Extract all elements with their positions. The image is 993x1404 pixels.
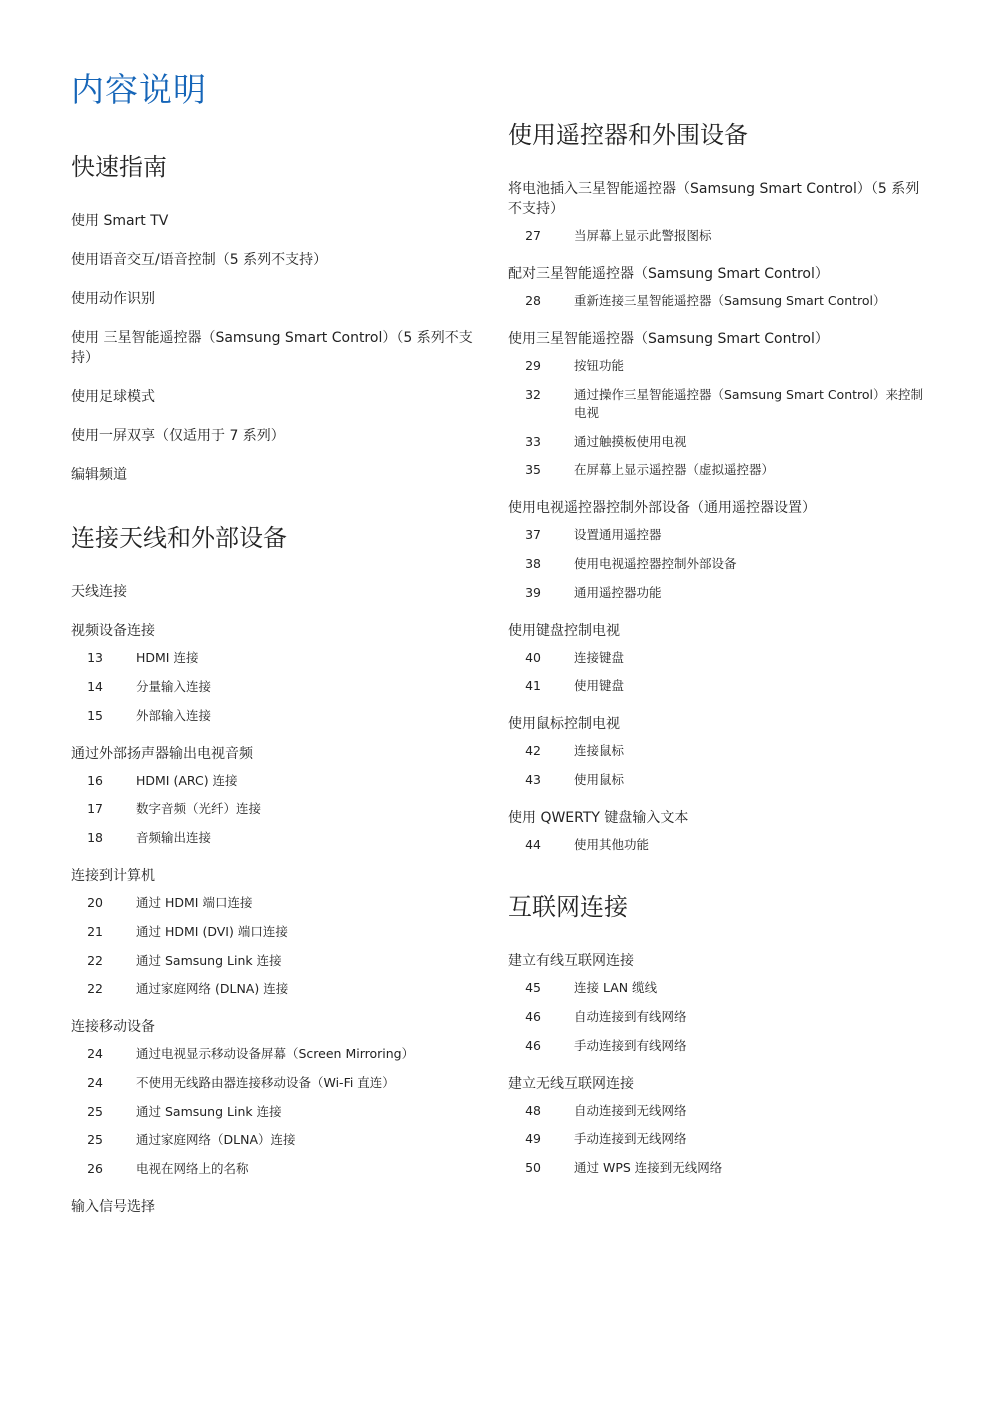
toc-sub-item[interactable] — [508, 649, 923, 667]
toc-entry-link[interactable]: 编辑频道 — [71, 467, 127, 484]
toc-sub-list — [508, 1102, 923, 1177]
page-number: 33 — [525, 433, 541, 449]
toc-sub-item[interactable] — [508, 677, 923, 695]
toc-sub-item[interactable] — [508, 292, 923, 310]
page-number: 16 — [87, 772, 103, 788]
page-number: 43 — [525, 772, 541, 787]
toc-sub-item[interactable] — [71, 923, 486, 941]
toc-entry-link[interactable]: 天线连接 — [71, 584, 127, 601]
sub-item-label: 当屏幕上显示此警报图标 — [574, 228, 712, 244]
toc-entry-link[interactable]: 视频设备连接 — [71, 623, 155, 640]
sub-item-label: 数字音频（光纤）连接 — [136, 801, 262, 817]
page-number: 42 — [525, 743, 541, 759]
sub-item-label: 使用电视遥控器控制外部设备 — [574, 555, 737, 571]
toc-sub-list — [508, 649, 923, 696]
sub-item-label: 使用其他功能 — [574, 837, 650, 852]
toc-sub-item[interactable] — [508, 742, 923, 760]
sub-item-label: 手动连接到有线网络 — [574, 1037, 687, 1053]
toc-sub-item[interactable] — [508, 227, 923, 245]
toc-section — [71, 152, 486, 485]
page-number: 44 — [525, 837, 541, 852]
sub-item-label: 按钮功能 — [574, 358, 625, 374]
sub-item-label: 通用遥控器功能 — [574, 584, 662, 600]
page-number: 29 — [525, 358, 541, 374]
toc-sub-item[interactable] — [71, 894, 486, 912]
toc-sub-item[interactable] — [508, 771, 923, 789]
toc-sub-list — [71, 649, 486, 724]
sub-item-label: 外部输入连接 — [136, 707, 212, 723]
toc-entry-link[interactable]: 使用动作识别 — [71, 291, 155, 308]
toc-entry-link[interactable]: 建立有线互联网连接 — [508, 953, 634, 970]
toc-entry-link[interactable]: 使用语音交互/语音控制（5 系列不支持） — [71, 252, 328, 269]
sub-item-label: 设置通用遥控器 — [574, 527, 662, 543]
sub-item-label: 在屏幕上显示遥控器（虚拟遥控器） — [574, 462, 775, 478]
sub-item-label: 通过家庭网络（DLNA）连接 — [136, 1132, 296, 1148]
page-number: 49 — [525, 1131, 541, 1147]
sub-item-label: 使用键盘 — [574, 678, 625, 694]
page-number: 50 — [525, 1159, 541, 1175]
page-number: 27 — [525, 228, 541, 244]
section-title: 快速指南 — [71, 153, 167, 181]
toc-sub-list — [508, 227, 923, 245]
sub-item-label: 重新连接三星智能遥控器（Samsung Smart Control） — [574, 293, 886, 309]
page-number: 14 — [87, 679, 103, 695]
toc-sub-item[interactable] — [71, 649, 486, 667]
toc-sub-item[interactable] — [71, 829, 486, 847]
page-number: 32 — [525, 386, 541, 402]
toc-sub-item[interactable] — [71, 1131, 486, 1149]
toc-entry-link[interactable]: 使用一屏双享（仅适用于 7 系列） — [71, 428, 285, 445]
toc-sub-item[interactable] — [508, 526, 923, 544]
sub-item-label: 通过电视显示移动设备屏幕（Screen Mirroring） — [136, 1046, 415, 1062]
toc-sub-item[interactable] — [508, 979, 923, 997]
toc-sub-item[interactable] — [71, 1103, 486, 1121]
sub-item-label: HDMI 连接 — [136, 650, 199, 666]
sub-item-label: 通过 HDMI 端口连接 — [136, 895, 253, 911]
toc-sub-list — [71, 894, 486, 998]
page-number: 46 — [525, 1037, 541, 1053]
toc-entry-link[interactable]: 使用 QWERTY 键盘输入文本 — [508, 810, 689, 826]
toc-sub-item[interactable] — [508, 555, 923, 573]
sub-item-label: 通过操作三星智能遥控器（Samsung Smart Control）来控制电视 — [574, 386, 924, 420]
page-number: 38 — [525, 555, 541, 571]
section-title: 连接天线和外部设备 — [71, 524, 287, 553]
sub-item-label: 自动连接到有线网络 — [574, 1008, 687, 1024]
toc-sub-list — [508, 742, 923, 789]
toc-entry-link[interactable]: 使用足球模式 — [71, 389, 155, 406]
toc-section — [508, 120, 923, 854]
sub-item-label: 分量输入连接 — [136, 679, 212, 695]
page-number: 21 — [87, 923, 103, 939]
toc-sub-item[interactable] — [71, 1160, 486, 1178]
page-number: 45 — [525, 980, 541, 996]
toc-sub-item[interactable] — [508, 1130, 923, 1148]
page-number: 15 — [87, 707, 103, 723]
page-number: 40 — [525, 649, 541, 665]
toc-sub-item[interactable] — [508, 357, 923, 375]
sub-item-label: 连接 LAN 缆线 — [574, 980, 658, 996]
toc-sub-list — [508, 836, 923, 854]
toc-sub-list — [508, 292, 923, 310]
toc-sub-item[interactable] — [71, 707, 486, 725]
sub-item-label: 连接键盘 — [574, 649, 625, 665]
page-number: 37 — [525, 527, 541, 543]
toc-section — [508, 892, 923, 1177]
toc-sub-item[interactable] — [71, 980, 486, 998]
page-number: 13 — [87, 650, 103, 666]
toc-section — [71, 523, 486, 1217]
toc-sub-item[interactable] — [71, 800, 486, 818]
page-number: 48 — [525, 1102, 541, 1118]
sub-item-label: 电视在网络上的名称 — [136, 1160, 249, 1176]
sub-item-label: 音频输出连接 — [136, 830, 212, 846]
toc-entry-link[interactable]: 使用三星智能遥控器（Samsung Smart Control） — [508, 331, 829, 348]
page-number: 35 — [525, 462, 541, 478]
sub-item-label: 手动连接到无线网络 — [574, 1131, 687, 1147]
toc-sub-list — [71, 1045, 486, 1178]
page-number: 39 — [525, 584, 541, 600]
sub-item-label: 通过 Samsung Link 连接 — [136, 952, 282, 968]
toc-sub-list — [508, 979, 923, 1054]
toc-entry-link[interactable]: 将电池插入三星智能遥控器（Samsung Smart Control）（5 系列不支持） — [508, 181, 920, 218]
toc-sub-item[interactable] — [508, 461, 923, 479]
sub-item-label: 通过 HDMI (DVI) 端口连接 — [136, 923, 288, 939]
toc-entry-link[interactable]: 建立无线互联网连接 — [508, 1075, 634, 1092]
page-number: 25 — [87, 1103, 103, 1119]
page-number: 25 — [87, 1132, 103, 1148]
toc-entry-link[interactable]: 使用 三星智能遥控器（Samsung Smart Control）（5 系列不支持） — [71, 330, 473, 367]
toc-sub-list — [508, 357, 923, 479]
toc-sub-list — [508, 526, 923, 601]
page-number: 20 — [87, 895, 103, 911]
page-title: 内容说明 — [71, 70, 207, 109]
toc-entry-link[interactable]: 连接到计算机 — [71, 868, 155, 885]
toc-sub-item[interactable] — [71, 1045, 486, 1063]
page-number: 41 — [525, 678, 541, 694]
page-number: 46 — [525, 1008, 541, 1024]
section-title: 使用遥控器和外围设备 — [508, 121, 748, 149]
toc-entry-link[interactable]: 连接移动设备 — [71, 1019, 155, 1036]
page-number: 17 — [87, 801, 103, 817]
toc-sub-item[interactable] — [508, 584, 923, 602]
page-number: 22 — [87, 981, 103, 997]
toc-entry-link[interactable]: 配对三星智能遥控器（Samsung Smart Control） — [508, 266, 829, 283]
sub-item-label: 自动连接到无线网络 — [574, 1102, 687, 1118]
toc-sub-item[interactable] — [71, 1074, 486, 1092]
page-number: 22 — [87, 952, 103, 968]
page-number: 24 — [87, 1074, 103, 1090]
toc-sub-item[interactable] — [508, 1008, 923, 1026]
sub-item-label: 连接鼠标 — [574, 743, 625, 759]
toc-sub-item[interactable] — [71, 678, 486, 696]
sub-item-label: HDMI (ARC) 连接 — [136, 772, 238, 788]
toc-entry-link[interactable]: 使用鼠标控制电视 — [508, 716, 620, 733]
sub-item-label: 通过 Samsung Link 连接 — [136, 1103, 282, 1119]
page-number: 24 — [87, 1046, 103, 1062]
toc-sub-item[interactable] — [71, 952, 486, 970]
sub-item-label: 通过触摸板使用电视 — [574, 433, 687, 449]
sub-item-label: 通过家庭网络 (DLNA) 连接 — [136, 981, 289, 997]
toc-sub-item[interactable] — [508, 836, 923, 854]
toc-entry-link[interactable]: 使用键盘控制电视 — [508, 622, 620, 639]
toc-entry-link[interactable]: 输入信号选择 — [71, 1198, 155, 1215]
sub-item-label: 通过 WPS 连接到无线网络 — [574, 1159, 723, 1175]
page-number: 26 — [87, 1160, 103, 1176]
page-number: 18 — [87, 830, 103, 846]
toc-sub-item[interactable] — [508, 386, 923, 422]
toc-sub-item[interactable] — [508, 1102, 923, 1120]
toc-sub-list — [71, 772, 486, 847]
right-column — [508, 0, 923, 1215]
sub-item-label: 使用鼠标 — [574, 772, 625, 787]
toc-sub-item[interactable] — [508, 1037, 923, 1055]
sub-item-label: 不使用无线路由器连接移动设备（Wi-Fi 直连） — [136, 1074, 395, 1090]
toc-entry-link[interactable]: 使用电视遥控器控制外部设备（通用遥控器设置） — [508, 500, 816, 517]
toc-sub-item[interactable] — [71, 772, 486, 790]
toc-entry-link[interactable]: 通过外部扬声器输出电视音频 — [71, 745, 253, 762]
page-number: 28 — [525, 293, 541, 309]
toc-sub-item[interactable] — [508, 1159, 923, 1177]
left-column — [71, 0, 486, 1255]
section-title: 互联网连接 — [508, 893, 628, 921]
toc-entry-link[interactable]: 使用 Smart TV — [71, 213, 169, 230]
toc-sub-item[interactable] — [508, 433, 923, 451]
